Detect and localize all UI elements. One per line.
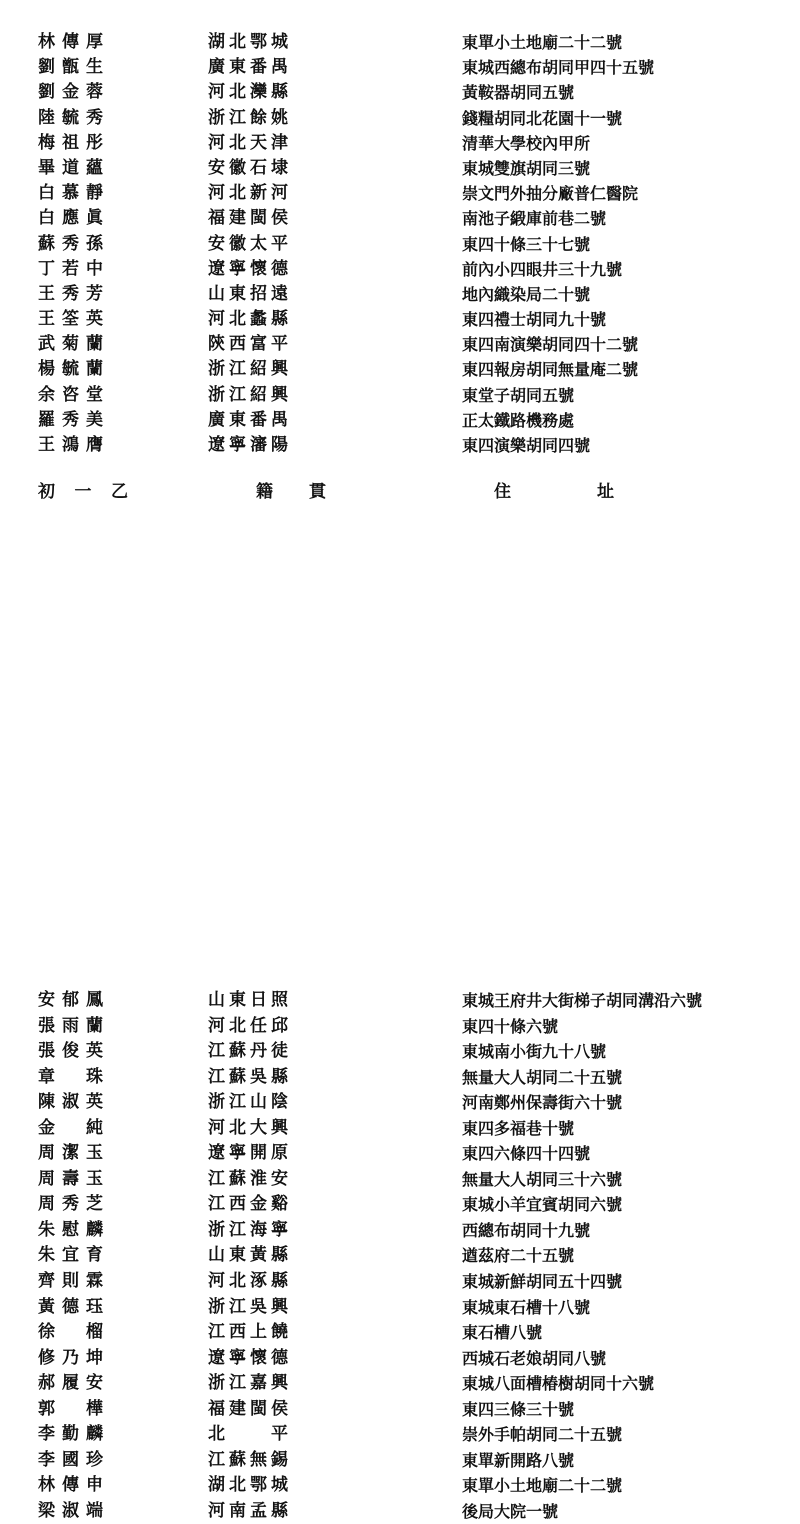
name-cell: 張雨蘭 [38,1015,110,1036]
name-cell: 梁淑端 [38,1500,110,1521]
origin-cell: 河南孟縣 [208,1500,292,1521]
name-cell: 齊則霖 [38,1271,110,1292]
address-cell: 東城南小街九十八號 [462,1042,607,1062]
origin-cell: 福建閩侯 [208,208,292,229]
name-cell: 武菊蘭 [38,334,110,355]
header-name-char: 初 [38,482,55,502]
name-cell: 丁若中 [38,258,110,279]
name-cell: 郝履安 [38,1373,110,1394]
address-cell: 東單小土地廟二十二號 [462,33,623,52]
origin-cell: 遼寧開原 [208,1143,292,1164]
roster-row [0,1218,800,1244]
origin-cell: 陝西富平 [208,334,292,355]
origin-cell: 安徽石埭 [208,157,292,178]
header-name [38,480,138,505]
address-cell: 東城東石槽十八號 [462,1297,591,1317]
address-cell: 東城王府井大街梯子胡同溝沿六號 [462,991,703,1010]
roster-row [0,181,800,206]
name-cell: 陳淑英 [38,1092,110,1113]
name-cell: 周潔玉 [38,1143,110,1164]
roster-row [0,307,800,332]
header-origin [256,480,326,505]
origin-cell: 山東招遠 [208,283,292,304]
name-cell: 劉甑生 [38,57,110,78]
name-cell: 白應眞 [38,208,110,229]
origin-cell: 浙江嘉興 [208,1373,292,1394]
roster-row [0,106,800,131]
address-cell: 東四演樂胡同四號 [462,436,591,455]
roster-row [0,1192,800,1218]
roster-row [0,357,800,382]
address-cell: 東城八面槽椿樹胡同十六號 [462,1374,655,1394]
roster-row [0,1448,800,1474]
roster-row [0,55,800,80]
origin-cell: 河北天津 [208,132,292,153]
roster-row [0,131,800,156]
origin-cell: 河北涿縣 [208,1271,292,1292]
origin-cell: 江蘇無錫 [208,1449,292,1470]
name-cell: 修乃坤 [38,1347,110,1368]
origin-cell: 北 平 [208,1424,292,1445]
roster-row [0,1116,800,1142]
name-cell: 羅秀美 [38,409,110,430]
name-cell: 畢道蘊 [38,157,110,178]
name-cell: 章 珠 [38,1066,110,1087]
name-cell: 林傳厚 [38,32,110,52]
address-cell: 東堂子胡同五號 [462,385,575,405]
roster-row [0,1346,800,1372]
address-cell: 黃鞍器胡同五號 [462,83,575,103]
address-cell: 東城西總布胡同甲四十五號 [462,58,655,78]
origin-cell: 江西金谿 [208,1194,292,1215]
origin-cell: 廣東番禺 [208,57,292,78]
address-cell: 正太鐵路機務處 [462,410,575,430]
roster-row [0,1473,800,1499]
header-origin-char: 貫 [309,482,326,502]
address-cell: 崇文門外抽分廠普仁醫院 [462,184,639,204]
address-cell: 東四南演樂胡同四十二號 [462,335,639,355]
roster-row [0,1167,800,1193]
name-cell: 王筌英 [38,309,110,330]
roster-row [0,1269,800,1295]
name-cell: 楊毓蘭 [38,359,110,380]
address-cell: 前內小四眼井三十九號 [462,259,623,279]
name-cell: 白慕靜 [38,183,110,204]
address-cell: 東城新鮮胡同五十四號 [462,1272,623,1292]
name-cell: 王秀芳 [38,283,110,304]
address-cell: 無量大人胡同二十五號 [462,1067,623,1087]
address-cell: 河南鄭州保壽街六十號 [462,1093,623,1113]
name-cell: 林傳申 [38,1475,110,1496]
address-cell: 清華大學校內甲所 [462,133,591,153]
address-cell: 崇外手帕胡同二十五號 [462,1425,623,1445]
address-cell: 無量大人胡同三十六號 [462,1169,623,1189]
name-cell: 金 純 [38,1117,110,1138]
roster-row [0,80,800,105]
roster-row [0,408,800,433]
roster-row [0,1371,800,1397]
roster-row [0,1320,800,1346]
roster-row [0,1014,800,1040]
roster-row [0,1141,800,1167]
name-cell: 余咨堂 [38,384,110,405]
origin-cell: 山東日照 [208,990,292,1010]
origin-cell: 浙江紹興 [208,359,292,380]
address-cell: 遒茲府二十五號 [462,1246,575,1266]
name-cell: 陸毓秀 [38,107,110,128]
header-address-char: 址 [597,482,614,502]
roster-row [0,232,800,257]
origin-cell: 安徽太平 [208,233,292,254]
header-name-char: 一 [74,482,92,502]
origin-cell: 河北大興 [208,1117,292,1138]
roster-row [0,1499,800,1524]
roster-row [0,206,800,231]
roster-row [0,1090,800,1116]
name-cell: 蘇秀孫 [38,233,110,254]
name-cell: 周秀芝 [38,1194,110,1215]
header-address [494,480,614,505]
origin-cell: 遼寧瀋陽 [208,435,292,455]
name-cell: 李勤麟 [38,1424,110,1445]
origin-cell: 廣東番禺 [208,409,292,430]
roster-row [0,1065,800,1091]
address-cell: 西總布胡同十九號 [462,1220,591,1240]
roster-row [0,1243,800,1269]
name-cell: 劉金蓉 [38,82,110,103]
name-cell: 朱慰麟 [38,1219,110,1240]
address-cell: 東四十條三十七號 [462,234,591,254]
origin-cell: 遼寧懷德 [208,1347,292,1368]
column-header-row [0,480,800,506]
name-cell: 李國珍 [38,1449,110,1470]
origin-cell: 湖北鄂城 [208,32,292,52]
address-cell: 東四六條四十四號 [462,1144,591,1164]
roster-row [0,282,800,307]
address-cell: 東四報房胡同無量庵二號 [462,360,639,380]
roster-row [0,1039,800,1065]
name-cell: 徐 榴 [38,1322,110,1343]
address-cell: 南池子緞庫前巷二號 [462,209,607,229]
address-cell: 東城小羊宜賓胡同六號 [462,1195,623,1215]
address-cell: 東四多福巷十號 [462,1118,575,1138]
origin-cell: 河北灤縣 [208,82,292,103]
roster-row [0,156,800,181]
name-cell: 安郁鳳 [38,990,110,1010]
roster-block-upper [0,30,800,458]
address-cell: 地內織染局二十號 [462,284,591,304]
header-address-char: 住 [494,482,511,502]
address-cell: 後局大院一號 [462,1501,559,1521]
roster-row [0,433,800,458]
origin-cell: 福建閩侯 [208,1398,292,1419]
name-cell: 郭 樺 [38,1398,110,1419]
origin-cell: 江蘇淮安 [208,1168,292,1189]
roster-block-lower [0,480,800,1521]
header-origin-char: 籍 [256,482,273,502]
name-cell: 朱宜育 [38,1245,110,1266]
name-cell: 周壽玉 [38,1168,110,1189]
origin-cell: 河北新河 [208,183,292,204]
address-cell: 東石槽八號 [462,1323,543,1343]
origin-cell: 江蘇丹徒 [208,1041,292,1062]
origin-cell: 浙江山陰 [208,1092,292,1113]
roster-row [0,1422,800,1448]
roster-row [0,332,800,357]
roster-row [0,383,800,408]
roster-row [0,1397,800,1423]
origin-cell: 河北蠡縣 [208,309,292,330]
address-cell: 東城雙旗胡同三號 [462,158,591,178]
address-cell: 東單小土地廟二十二號 [462,1476,623,1496]
origin-cell: 河北任邱 [208,1015,292,1036]
address-cell: 西城石老娘胡同八號 [462,1348,607,1368]
name-cell: 梅祖彤 [38,132,110,153]
origin-cell: 山東黃縣 [208,1245,292,1266]
roster-row [0,257,800,282]
address-cell: 錢糧胡同北花園十一號 [462,108,623,128]
origin-cell: 浙江紹興 [208,384,292,405]
name-cell: 黃德珏 [38,1296,110,1317]
roster-row [0,1295,800,1321]
address-cell: 東四十條六號 [462,1016,559,1036]
address-cell: 東四三條三十號 [462,1399,575,1419]
name-cell: 張俊英 [38,1041,110,1062]
origin-cell: 浙江海寧 [208,1219,292,1240]
origin-cell: 湖北鄂城 [208,1475,292,1496]
origin-cell: 江蘇吳縣 [208,1066,292,1087]
address-cell: 東單新開路八號 [462,1450,575,1470]
name-cell: 王鴻膺 [38,435,110,455]
origin-cell: 浙江吳興 [208,1296,292,1317]
origin-cell: 江西上饒 [208,1322,292,1343]
address-cell: 東四禮士胡同九十號 [462,310,607,330]
roster-row [0,988,800,1014]
origin-cell: 遼寧懷德 [208,258,292,279]
roster-row [0,30,800,55]
origin-cell: 浙江餘姚 [208,107,292,128]
header-name-char: 乙 [111,482,128,502]
